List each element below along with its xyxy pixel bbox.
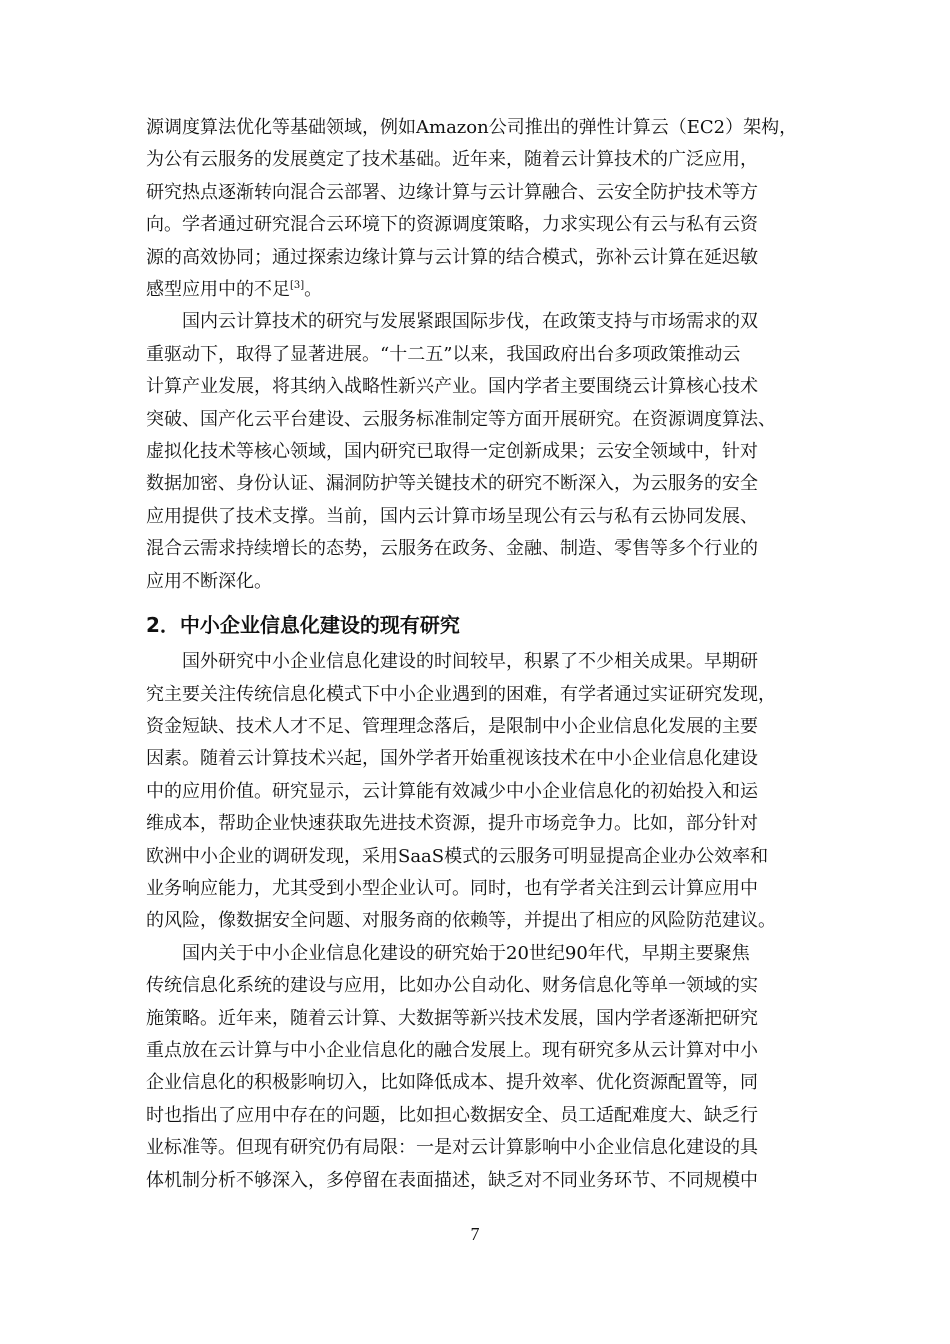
text-line: 传统信息化系统的建设与应用，比如办公自动化、财务信息化等单一领域的实 — [146, 975, 758, 997]
text-line: 业务响应能力，尤其受到小型企业认可。同时，也有学者关注到云计算应用中 — [146, 877, 758, 899]
text-line: 维成本，帮助企业快速获取先进技术资源，提升市场竞争力。比如，部分针对 — [146, 813, 758, 835]
text-line: 向。学者通过研究混合云环境下的资源调度策略，力求实现公有云与私有云资 — [146, 214, 758, 236]
text-segment: 感型应用中的不足 — [146, 279, 290, 301]
text-line: 中的应用价值。研究显示，云计算能有效减少中小企业信息化的初始投入和运 — [146, 780, 758, 802]
page-number: 7 — [470, 1224, 480, 1244]
text-line: 应用提供了技术支撑。当前，国内云计算市场呈现公有云与私有云协同发展、 — [146, 505, 758, 527]
text-line: 重点放在云计算与中小企业信息化的融合发展上。现有研究多从云计算对中小 — [146, 1039, 758, 1061]
text-line: 研究热点逐渐转向混合云部署、边缘计算与云计算融合、云安全防护技术等方 — [146, 181, 758, 203]
paragraph-cloud-domestic — [146, 306, 816, 598]
text-line: 业标准等。但现有研究仍有局限：一是对云计算影响中小企业信息化建设的具 — [146, 1137, 758, 1159]
citation-marker: [3] — [290, 280, 305, 292]
body-text — [146, 112, 816, 1197]
text-line: 数据加密、身份认证、漏洞防护等关键技术的研究不断深入，为云服务的安全 — [146, 473, 758, 495]
text-line: 的风险，像数据安全问题、对服务商的依赖等，并提出了相应的风险防范建议。 — [146, 910, 776, 932]
text-line: 国内云计算技术的研究与发展紧跟国际步伐，在政策支持与市场需求的双 — [182, 311, 758, 333]
text-line — [146, 274, 816, 306]
text-line: 为公有云服务的发展奠定了技术基础。近年来，随着云计算技术的广泛应用， — [146, 149, 758, 171]
text-line: 施策略。近年来，随着云计算、大数据等新兴技术发展，国内学者逐渐把研究 — [146, 1007, 758, 1029]
paragraph-sme-foreign — [146, 646, 816, 938]
text-line: 因素。随着云计算技术兴起，国外学者开始重视该技术在中小企业信息化建设 — [146, 748, 758, 770]
text-line: 国外研究中小企业信息化建设的时间较早，积累了不少相关成果。早期研 — [182, 651, 758, 673]
text-line: 重驱动下，取得了显著进展。“十二五”以来，我国政府出台多项政策推动云 — [146, 343, 741, 365]
text-segment: 。 — [304, 279, 323, 301]
text-line: 虚拟化技术等核心领域，国内研究已取得一定创新成果；云安全领域中，针对 — [146, 441, 758, 463]
text-line: 计算产业发展，将其纳入战略性新兴产业。国内学者主要围绕云计算核心技术 — [146, 376, 758, 398]
section-heading: 2．中小企业信息化建设的现有研究 — [146, 613, 460, 638]
text-line: 体机制分析不够深入，多停留在表面描述，缺乏对不同业务环节、不同规模中 — [146, 1169, 758, 1191]
text-line: 国内关于中小企业信息化建设的研究始于20世纪90年代，早期主要聚焦 — [182, 942, 750, 964]
paragraph-cloud-foreign — [146, 112, 816, 306]
text-line: 突破、国产化云平台建设、云服务标准制定等方面开展研究。在资源调度算法、 — [146, 408, 776, 430]
text-line: 资金短缺、技术人才不足、管理理念落后，是限制中小企业信息化发展的主要 — [146, 715, 758, 737]
text-line: 应用不断深化。 — [146, 570, 272, 592]
text-line: 源调度算法优化等基础领域，例如Amazon公司推出的弹性计算云（EC2）架构， — [146, 117, 798, 138]
text-line: 欧洲中小企业的调研发现，采用SaaS模式的云服务可明显提高企业办公效率和 — [146, 845, 769, 867]
paragraph-sme-domestic — [146, 938, 816, 1197]
text-line: 企业信息化的积极影响切入，比如降低成本、提升效率、优化资源配置等，同 — [146, 1072, 758, 1094]
text-line: 究主要关注传统信息化模式下中小企业遇到的困难，有学者通过实证研究发现， — [146, 683, 776, 705]
text-line: 源的高效协同；通过探索边缘计算与云计算的结合模式，弥补云计算在延迟敏 — [146, 246, 758, 268]
text-line: 混合云需求持续增长的态势，云服务在政务、金融、制造、零售等多个行业的 — [146, 538, 758, 560]
text-line: 时也指出了应用中存在的问题，比如担心数据安全、员工适配难度大、缺乏行 — [146, 1104, 758, 1126]
